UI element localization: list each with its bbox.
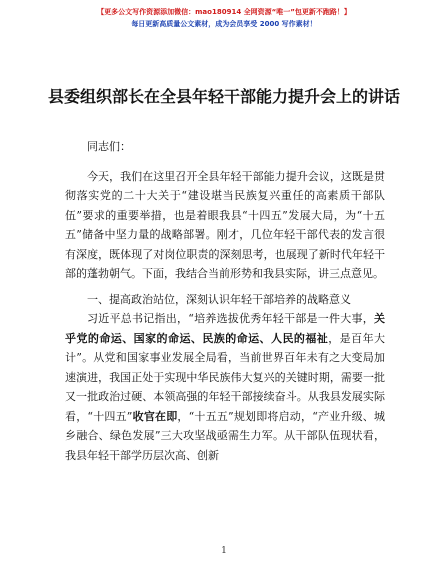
paragraph-2-text-c: ，“十五五”规划即将启动，“产业升级、城乡融合、绿色发展”三大攻坚战亟需生力军。从干部队伍现状看，我县年轻干部学历层次高、创新: [65, 409, 385, 462]
paragraph-2-bold-a: 关乎党的命运、国家的命运、民族的命运、人民的福祉: [65, 312, 385, 345]
paragraph-2-text-a: 习近平总书记指出，“培养选拔优秀年轻干部是一件大事，: [87, 312, 374, 325]
paragraph-2: [65, 309, 385, 465]
salutation: 同志们：: [87, 140, 131, 153]
paragraph-2-bold-b: 收官在即: [132, 409, 178, 423]
section-heading-1: 一、提高政治站位，深刻认识年轻干部培养的战略意义: [87, 292, 351, 306]
paragraph-2-text-b: ，是百年大计”。从党和国家事业发展全局看，当前世界百年未有之大变局加速演进，我国正处于实现中华民族伟大复兴的关键时期，需要一批又一批政治过硬、本领高强的年轻干部接续奋斗。从我县发展实际看，“十四五”: [65, 331, 386, 423]
document-body: [65, 137, 385, 465]
promo-banner-line-1: 【更多公文写作资源添加微信：mao180914 全网资源“唯一”包更新不跑路！】: [97, 8, 351, 16]
promo-banner-line-2: 每日更新高质量公文素材，成为会员享受 2000 写作素材！: [131, 20, 317, 28]
document-title: 县委组织部长在全县年轻干部能力提升会上的讲话: [47, 87, 400, 106]
paragraph-intro: 今天，我们在这里召开全县年轻干部能力提升会议，这既是贯彻落实党的二十大关于“建设堪当民族复兴重任的高素质干部队伍”要求的重要举措，也是着眼我县“十四五”发展大局，为“十五五”储备中坚力量的战略部署。刚才，几位年轻干部代表的发言很有深度，既体现了对岗位职责的深刻思考，也展现了新时代年轻干部的蓬勃朝气。下面，我结合当前形势和我县实际，讲三点意见。: [65, 169, 385, 280]
page-number: 1: [221, 546, 227, 556]
